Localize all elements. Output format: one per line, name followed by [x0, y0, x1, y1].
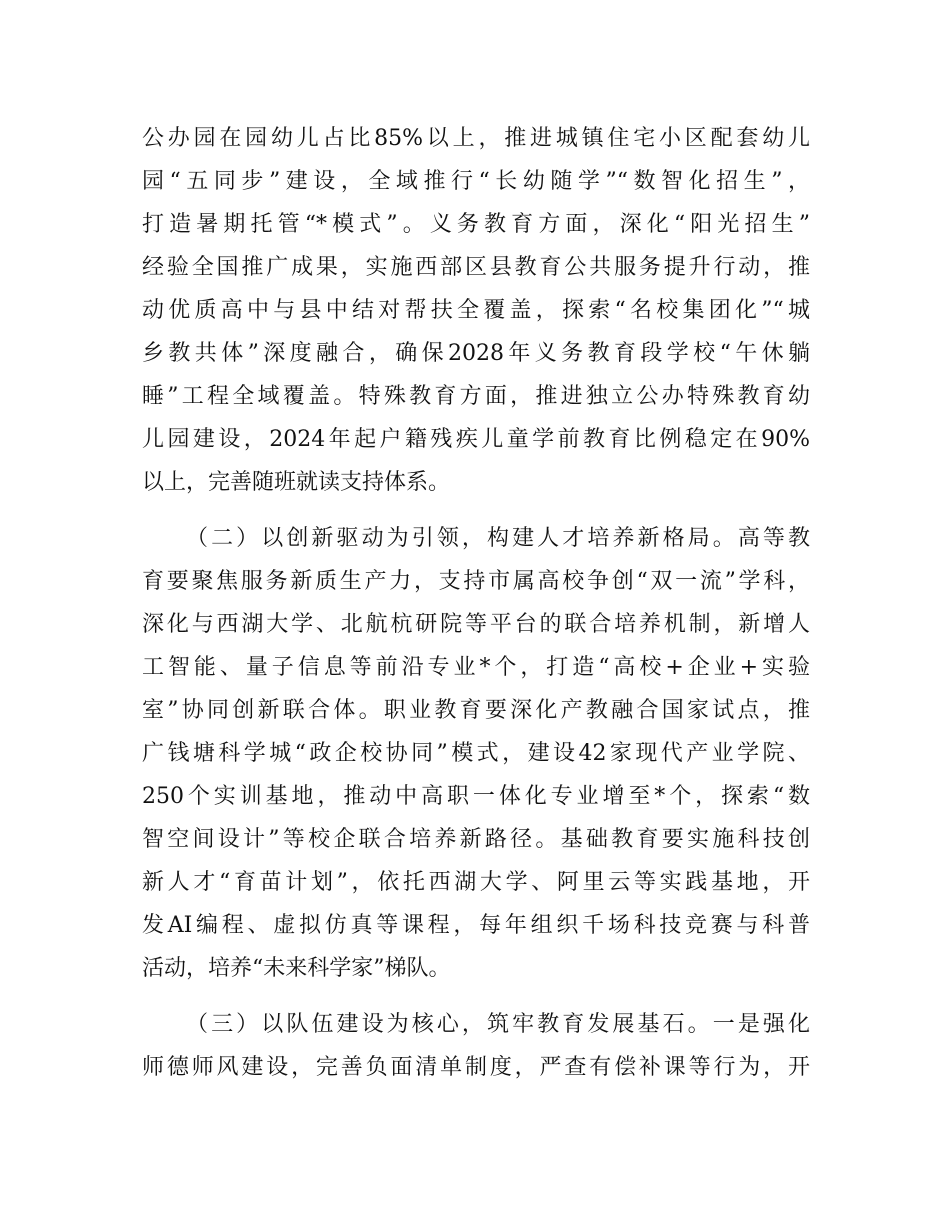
paragraph-line: 经验全国推广成果，实施西部区县教育公共服务提升行动，推: [142, 255, 810, 280]
paragraph-line: 发AI编程、虚拟仿真等课程，每年组织千场科技竞赛与科普: [142, 913, 810, 938]
paragraph-line: 深化与西湖大学、北航杭研院等平台的联合培养机制，新增人: [142, 612, 810, 637]
paragraph-line: 儿园建设，2024年起户籍残疾儿童学前教育比例稳定在90%: [142, 427, 810, 452]
paragraph-line: 室”协同创新联合体。职业教育要深化产教融合国家试点，推: [142, 698, 810, 723]
paragraph-2: [142, 517, 810, 990]
paragraph-line: 工智能、量子信息等前沿专业*个，打造“高校+企业+实验: [142, 655, 810, 680]
paragraph-line: 公办园在园幼儿占比85%以上，推进城镇住宅小区配套幼儿: [142, 126, 810, 151]
paragraph-line: 活动，培养“未来科学家”梯队。: [142, 956, 451, 981]
paragraph-line: 以上，完善随班就读支持体系。: [142, 470, 451, 495]
paragraph-line: 师德师风建设，完善负面清单制度，严查有偿补课等行为，开: [142, 1055, 810, 1080]
paragraph-line: 睡”工程全域覆盖。特殊教育方面，推进独立公办特殊教育幼: [142, 384, 810, 409]
paragraph-3: [142, 1003, 810, 1089]
paragraph-line: 广钱塘科学城“政企校协同”模式，建设42家现代产业学院、: [142, 741, 810, 766]
paragraph-line: （二）以创新驱动为引领，构建人才培养新格局。高等教: [186, 526, 810, 551]
paragraph-line: （三）以队伍建设为核心，筑牢教育发展基石。一是强化: [186, 1012, 810, 1037]
paragraph-line: 打造暑期托管“*模式”。义务教育方面，深化“阳光招生”: [142, 212, 810, 237]
paragraph-line: 250个实训基地，推动中高职一体化专业增至*个，探索“数: [142, 784, 810, 809]
paragraph-line: 育要聚焦服务新质生产力，支持市属高校争创“双一流”学科，: [142, 569, 810, 594]
paragraph-line: 智空间设计”等校企联合培养新路径。基础教育要实施科技创: [142, 827, 810, 852]
paragraph-line: 乡教共体”深度融合，确保2028年义务教育段学校“午休躺: [142, 341, 810, 366]
paragraph-line: 新人才“育苗计划”，依托西湖大学、阿里云等实践基地，开: [142, 870, 810, 895]
paragraph-line: 动优质高中与县中结对帮扶全覆盖，探索“名校集团化”“城: [142, 298, 810, 323]
paragraph-1: [142, 117, 810, 504]
paragraph-line: 园“五同步”建设，全域推行“长幼随学”“数智化招生”，: [142, 169, 810, 194]
